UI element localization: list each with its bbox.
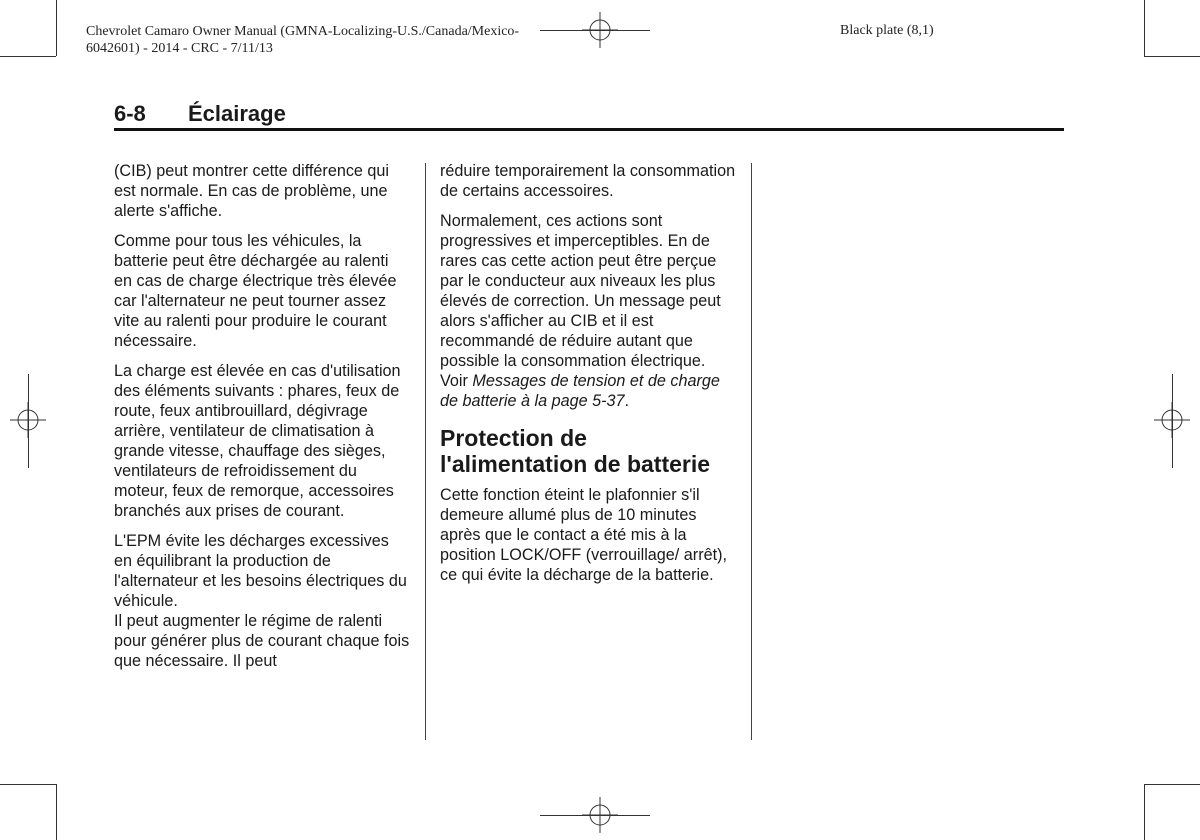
paragraph: réduire temporairement la consommation de certains accessoires. — [440, 162, 736, 200]
crop-mark — [1144, 784, 1145, 840]
black-plate-label: Black plate (8,1) — [840, 23, 934, 38]
column-divider — [425, 163, 426, 740]
registration-line — [28, 374, 29, 468]
column-left — [114, 161, 410, 681]
paragraph — [440, 211, 736, 411]
column-divider — [751, 163, 752, 740]
crop-mark — [1144, 56, 1200, 57]
paragraph: Il peut augmenter le régime de ralenti pour générer plus de courant chaque fois que nécessaire. Il peut — [114, 612, 410, 670]
crop-mark — [1144, 0, 1145, 56]
print-header-line1: Chevrolet Camaro Owner Manual (GMNA-Localizing-U.S./Canada/Mexico- — [86, 24, 520, 39]
page-title — [114, 100, 1064, 128]
crop-mark — [0, 56, 56, 57]
crop-mark — [1144, 784, 1200, 785]
paragraph: Comme pour tous les véhicules, la batterie peut être déchargée au ralenti en cas de charge électrique très élevée car l'alternateur ne peut tourner assez vite au ralenti pour produire le courant nécessaire. — [114, 232, 397, 350]
title-rule — [114, 128, 1064, 131]
paragraph: (CIB) peut montrer cette différence qui est normale. En cas de problème, une alerte s'affiche. — [114, 162, 390, 220]
paragraph-text: Normalement, ces actions sont progressives et imperceptibles. En de rares cas cette action peut être perçue par le conducteur aux niveaux les plus élevés de correction. Un message peut alors s'afficher au CIB et il est recommandé de réduire autant que possible la consommation électrique. Voir — [440, 212, 721, 390]
registration-line — [540, 815, 650, 816]
section-title: Éclairage — [188, 101, 286, 126]
crop-mark — [0, 784, 56, 785]
print-header-line2: 6042601) - 2014 - CRC - 7/11/13 — [86, 41, 273, 56]
registration-line — [1172, 374, 1173, 468]
section-number: 6-8 — [114, 101, 146, 126]
crop-mark — [56, 0, 57, 56]
paragraph-end: . — [624, 392, 629, 410]
column-middle — [440, 161, 736, 595]
cross-reference-link[interactable]: Messages de tension et de charge de batterie à la page 5-37 — [440, 372, 720, 410]
crop-mark — [56, 784, 57, 840]
subsection-heading: Protection de l'alimentation de batterie — [440, 425, 711, 477]
print-header — [86, 23, 606, 57]
paragraph: Cette fonction éteint le plafonnier s'il demeure allumé plus de 10 minutes après que le contact a été mis à la position LOCK/OFF (verrouillage/ arrêt), ce qui évite la décharge de la batterie. — [440, 486, 727, 584]
paragraph: La charge est élevée en cas d'utilisation des éléments suivants : phares, feux de route, feux antibrouillard, dégivrage arrière, ventilateur de climatisation à grande vitesse, chauffage des sièges, ventilateurs de refroidissement du moteur, feux de remorque, accessoires branchés aux prises de courant. — [114, 362, 401, 520]
paragraph: L'EPM évite les décharges excessives en équilibrant la production de l'alternateur et les besoins électriques du véhicule. — [114, 532, 407, 610]
